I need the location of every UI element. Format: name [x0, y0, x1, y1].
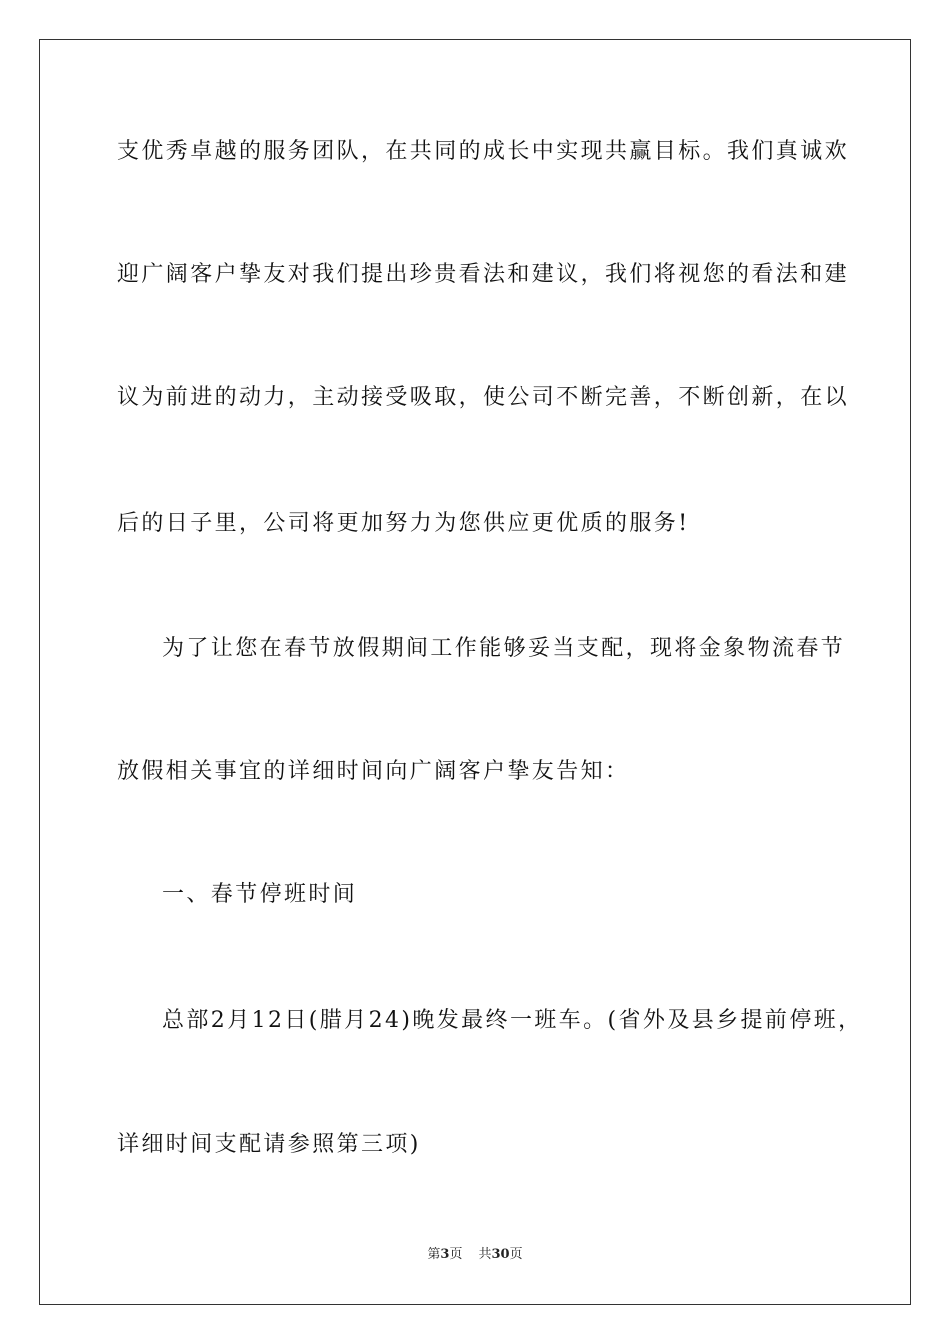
paragraph-line: 总部2月12日(腊月24)晚发最终一班车。(省外及县乡提前停班， [162, 1008, 863, 1033]
paragraph-line: 详细时间支配请参照第三项) [117, 1132, 421, 1157]
paragraph-line: 议为前进的动力，主动接受吸取，使公司不断完善，不断创新，在以 [117, 385, 850, 410]
section-heading: 一、春节停班时间 [162, 882, 358, 907]
paragraph-line: 支优秀卓越的服务团队，在共同的成长中实现共赢目标。我们真诚欢 [117, 139, 850, 164]
total-pages: 30 [491, 1247, 510, 1262]
page-number: 3 [440, 1247, 450, 1262]
total-prefix: 共 [478, 1247, 492, 1262]
paragraph-line: 为了让您在春节放假期间工作能够妥当支配，现将金象物流春节 [162, 636, 846, 661]
total-suffix: 页 [509, 1247, 523, 1262]
page-footer [0, 1246, 950, 1264]
paragraph-line: 迎广阔客户挚友对我们提出珍贵看法和建议，我们将视您的看法和建 [117, 262, 850, 287]
paragraph-line: 后的日子里，公司将更加努力为您供应更优质的服务! [117, 511, 690, 536]
page-border [39, 39, 911, 1305]
page-suffix: 页 [449, 1247, 463, 1262]
paragraph-line: 放假相关事宜的详细时间向广阔客户挚友告知： [117, 759, 630, 784]
page-prefix: 第 [427, 1247, 441, 1262]
